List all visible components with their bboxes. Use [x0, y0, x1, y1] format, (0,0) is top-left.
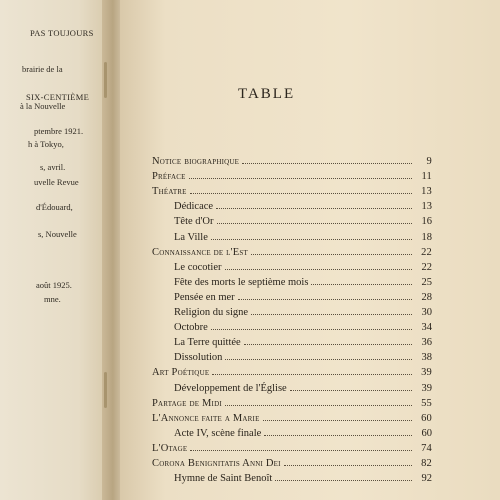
toc-entry-title: Développement de l'Église — [174, 382, 287, 394]
left-page-text-fragment: h à Tokyo, — [28, 139, 64, 149]
toc-entry-page-number: 22 — [421, 246, 432, 258]
dot-leader — [225, 268, 412, 270]
toc-entry — [174, 352, 432, 367]
toc-entry-title: Dédicace — [174, 201, 214, 213]
toc-entry-title: Religion du signe — [174, 307, 249, 318]
toc-entry-title: Dissolution — [174, 352, 223, 364]
toc-entry — [174, 277, 432, 292]
left-page-text-fragment: PAS TOUJOURS — [30, 28, 94, 38]
toc-entry-page-number: 11 — [421, 171, 432, 183]
dot-leader — [311, 283, 412, 285]
toc-entry-page-number: 18 — [421, 231, 432, 243]
toc-entry-page-number: 55 — [421, 397, 432, 409]
dot-leader — [212, 373, 412, 375]
toc-entry-page-number: 74 — [421, 442, 432, 454]
toc-entry-title: La Terre quittée — [174, 337, 241, 349]
left-page-text-fragment: SIX-CENTIÈME — [26, 92, 90, 102]
toc-entry-page-number: 28 — [421, 291, 432, 303]
toc-entry-title: Octobre — [174, 322, 208, 334]
dot-leader — [251, 253, 412, 255]
toc-entry — [174, 337, 432, 352]
toc-entry — [174, 216, 432, 231]
dot-leader — [242, 162, 412, 164]
dot-leader — [190, 192, 412, 194]
toc-entry-title: Connaissance de l'Est — [152, 246, 248, 258]
toc-entry — [152, 413, 432, 428]
dot-leader — [225, 358, 412, 360]
left-page-text-fragment: mne. — [44, 294, 61, 304]
toc-entry — [174, 383, 432, 398]
dot-leader — [217, 222, 413, 224]
toc-entry-page-number: 25 — [421, 276, 432, 288]
toc-entry-page-number: 82 — [421, 458, 432, 469]
toc-entry-title: La Ville — [174, 231, 208, 243]
left-page-text-fragment: s, avril. — [40, 162, 66, 172]
dot-leader — [263, 419, 412, 421]
binding-stitch — [104, 62, 107, 98]
toc-entry — [174, 428, 432, 443]
dot-leader — [238, 298, 412, 300]
toc-entry — [152, 458, 432, 473]
left-page-text-fragment: à la Nouvelle — [20, 101, 66, 111]
dot-leader — [216, 207, 412, 209]
dot-leader — [244, 343, 412, 345]
toc-entry — [174, 201, 432, 216]
toc-entry-title: Corona Benignitatis Anni Dei — [152, 458, 281, 469]
toc-entry-title: Acte IV, scène finale — [174, 427, 262, 439]
left-page-text-fragment: ptembre 1921. — [34, 126, 84, 136]
toc-entry-page-number: 16 — [421, 216, 432, 228]
toc-entry — [174, 307, 432, 322]
toc-entry-title: Tête d'Or — [174, 216, 214, 228]
left-page-text-fragment: août 1925. — [36, 280, 72, 290]
toc-entry-page-number: 39 — [421, 382, 432, 394]
toc-entry-page-number: 30 — [421, 307, 432, 318]
toc-entry — [174, 262, 432, 277]
toc-entry-page-number: 39 — [421, 367, 432, 379]
toc-entry — [174, 473, 432, 488]
toc-entry-page-number: 36 — [421, 337, 432, 349]
dot-leader — [251, 313, 412, 315]
dot-leader — [211, 328, 412, 330]
toc-entry — [152, 186, 432, 201]
dot-leader — [211, 238, 412, 240]
toc-entry-title: Fête des morts le septième mois — [174, 276, 309, 288]
dot-leader — [284, 464, 412, 466]
toc-entry-page-number: 34 — [421, 322, 432, 334]
toc-entry-title: L'Otage — [152, 442, 188, 454]
toc-entry-page-number: 38 — [421, 352, 432, 364]
dot-leader — [225, 404, 412, 406]
left-page — [0, 0, 112, 500]
dot-leader — [275, 479, 412, 481]
dot-leader — [190, 449, 412, 451]
toc-entry — [152, 247, 432, 262]
toc-entry-title: Notice biographique — [152, 156, 240, 167]
dot-leader — [189, 177, 412, 179]
toc-entry-page-number: 60 — [421, 427, 432, 439]
toc-entry-title: Préface — [152, 171, 186, 183]
toc-entry-title: Art Poétique — [152, 367, 210, 379]
toc-entry-title: Partage de Midi — [152, 397, 222, 409]
toc-entry-title: Pensée en mer — [174, 291, 235, 303]
toc-entry-page-number: 13 — [421, 201, 432, 213]
toc-entry-page-number: 22 — [421, 261, 432, 273]
toc-entry — [152, 367, 432, 382]
toc-entry-title: Le cocotier — [174, 261, 222, 273]
toc-entry-title: Théatre — [152, 186, 187, 198]
toc-entry — [152, 156, 432, 171]
toc-entry — [152, 171, 432, 186]
toc-entry-page-number: 9 — [426, 156, 432, 167]
page-title: TABLE — [238, 86, 296, 102]
dot-leader — [290, 389, 412, 391]
left-page-text-fragment: brairie de la — [22, 64, 63, 74]
toc-entry — [174, 292, 432, 307]
toc-entry — [174, 322, 432, 337]
toc-entry-title: Hymne de Saint Benoît — [174, 473, 273, 485]
left-page-text-fragment: s, Nouvelle — [38, 229, 77, 239]
toc-entry-title: L'Annonce faite a Marie — [152, 412, 260, 424]
binding-stitch — [104, 372, 107, 408]
toc-entry — [152, 443, 432, 458]
left-page-text-fragment: uvelle Revue — [34, 177, 79, 187]
left-page-text-fragment: d'Édouard, — [36, 202, 73, 212]
toc-entry — [152, 398, 432, 413]
toc-entry-page-number: 92 — [421, 473, 432, 485]
toc-entry — [174, 232, 432, 247]
dot-leader — [264, 434, 412, 436]
toc-entry-page-number: 13 — [421, 186, 432, 198]
toc-entry-page-number: 60 — [421, 412, 432, 424]
